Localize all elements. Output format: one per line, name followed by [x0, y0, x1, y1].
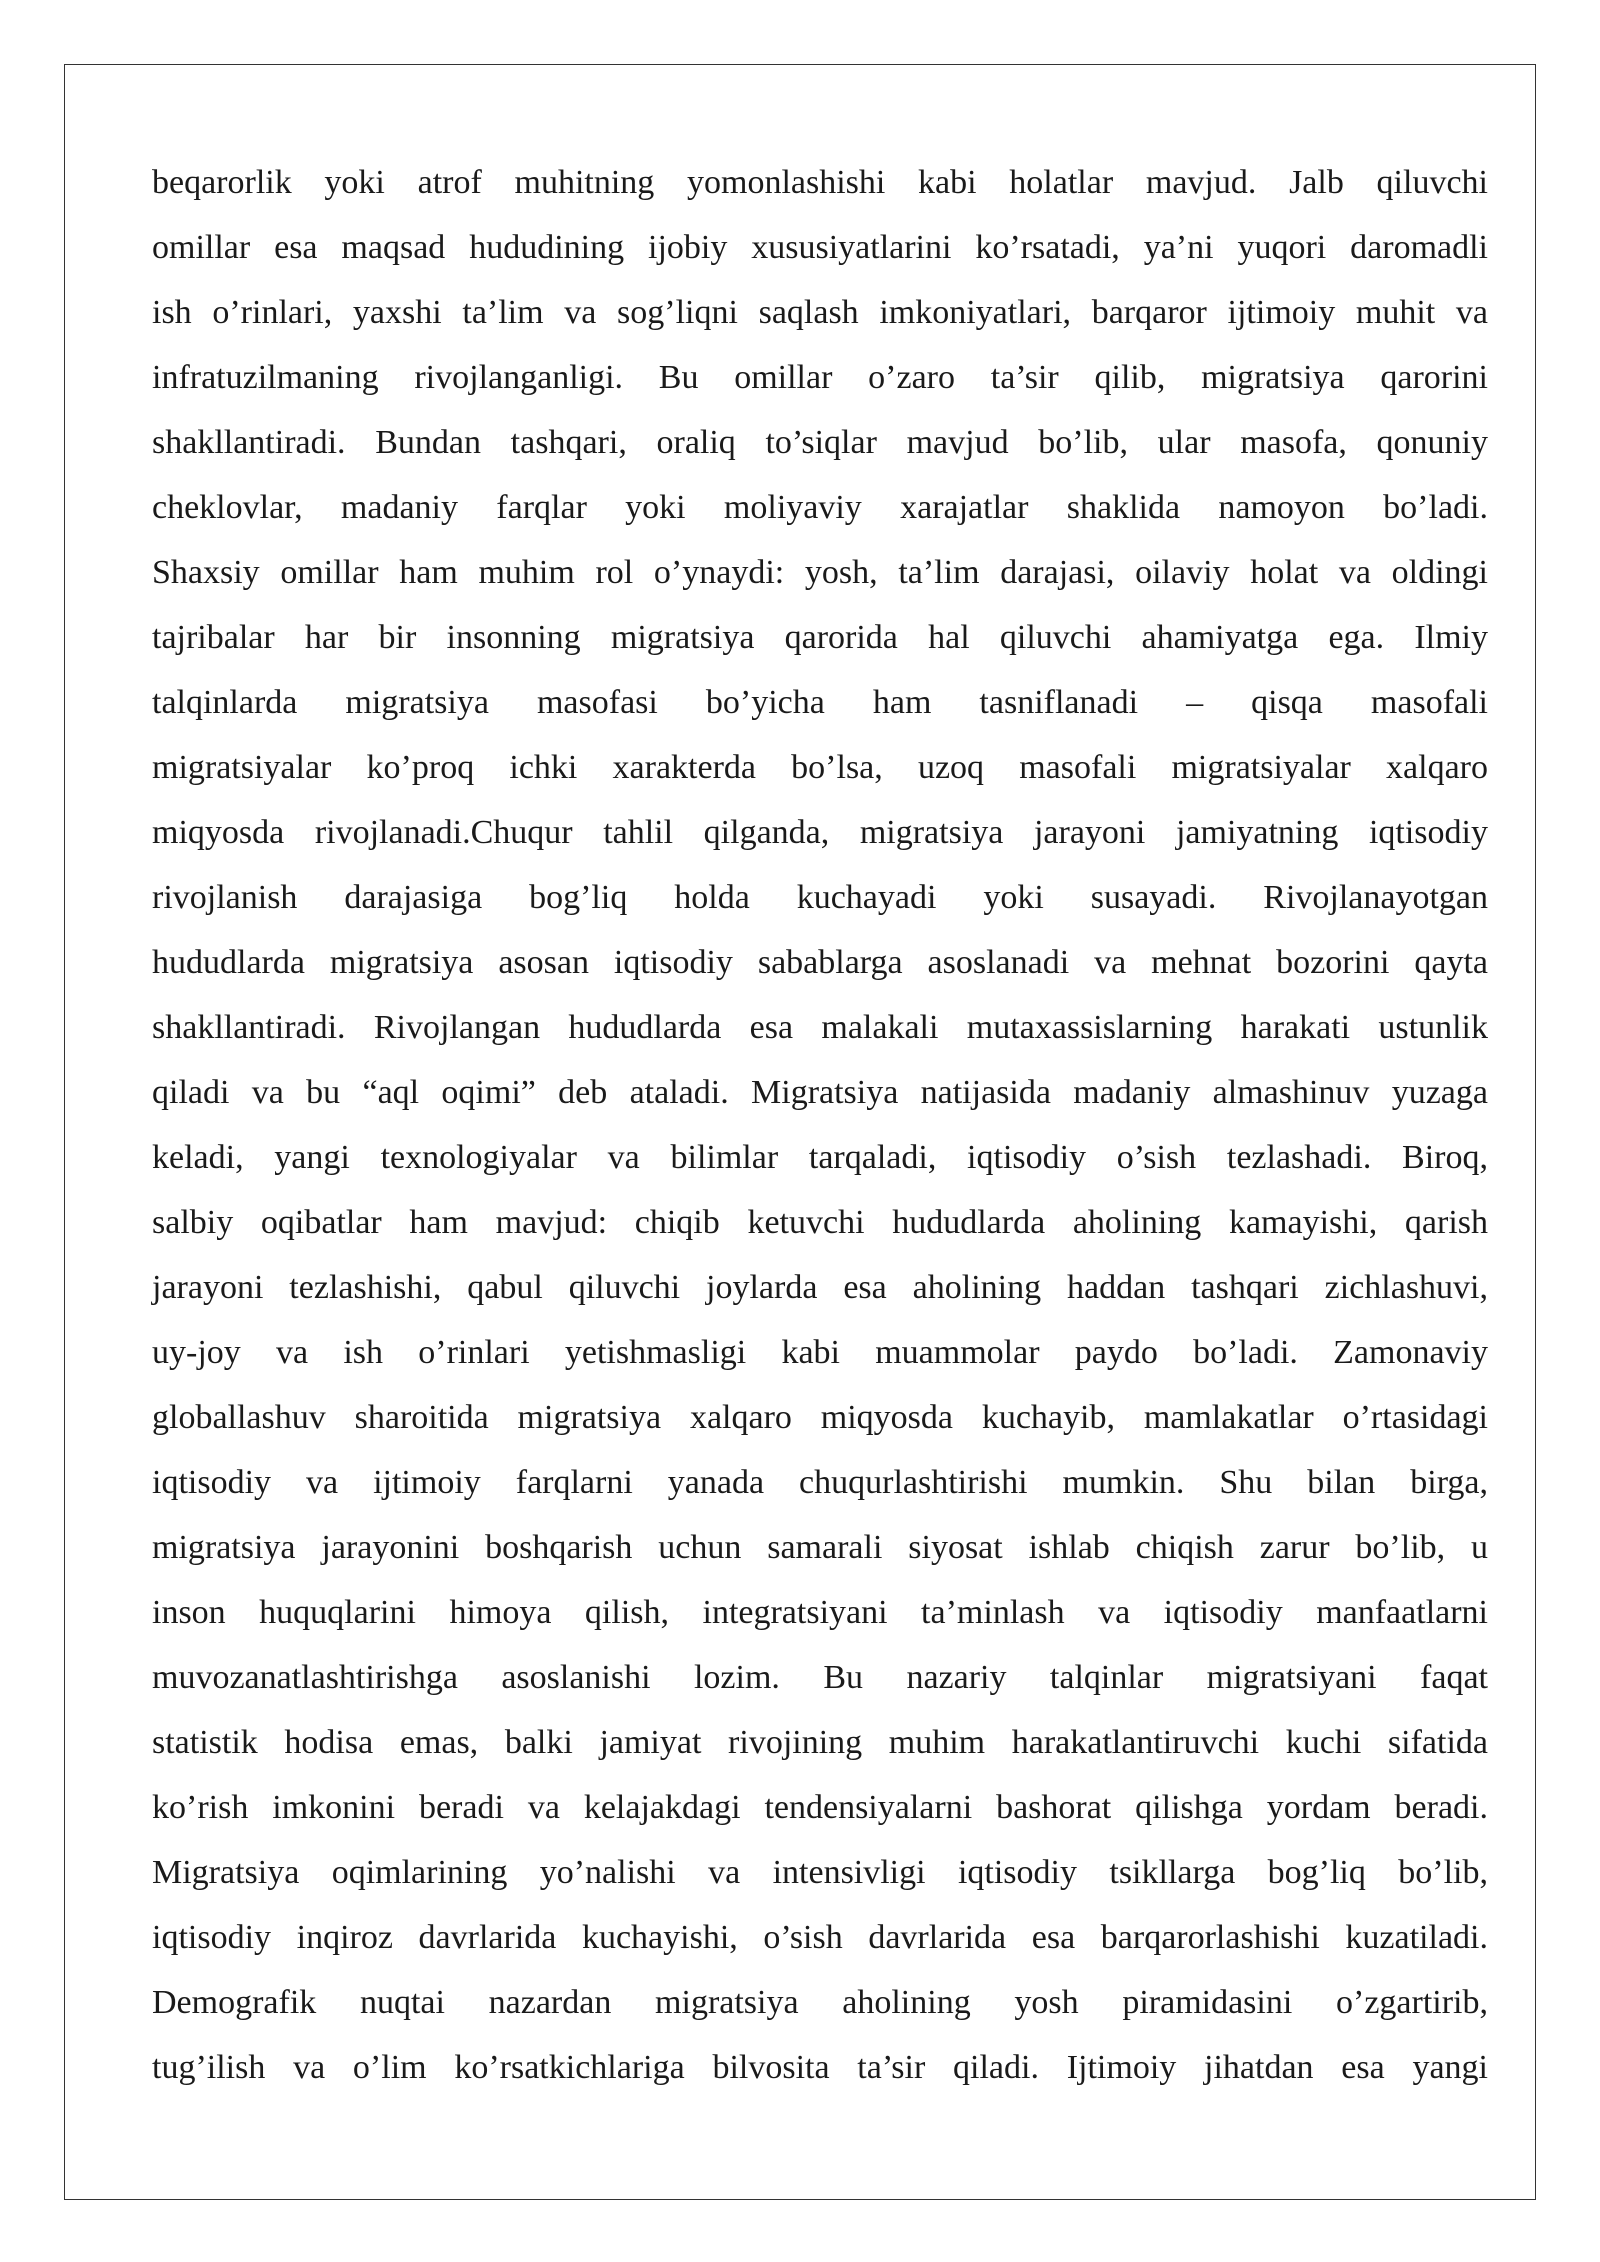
text-line: infratuzilmaning rivojlanganligi. Bu omillar o’zaro ta’sir qilib, migratsiya qarorini: [152, 359, 1488, 396]
text-line: iqtisodiy va ijtimoiy farqlarni yanada chuqurlashtirishi mumkin. Shu bilan birga,: [152, 1464, 1488, 1501]
text-line: uy-joy va ish o’rinlari yetishmasligi kabi muammolar paydo bo’ladi. Zamonaviy: [152, 1334, 1488, 1371]
text-line: talqinlarda migratsiya masofasi bo’yicha ham tasniflanadi – qisqa masofali: [152, 684, 1488, 721]
body-paragraph: [152, 150, 1488, 2100]
text-line: tug’ilish va o’lim ko’rsatkichlariga bilvosita ta’sir qiladi. Ijtimoiy jihatdan esa yangi: [152, 2049, 1488, 2086]
text-line: Shaxsiy omillar ham muhim rol o’ynaydi: yosh, ta’lim darajasi, oilaviy holat va oldingi: [152, 554, 1488, 591]
text-line: tajribalar har bir insonning migratsiya qarorida hal qiluvchi ahamiyatga ega. Ilmiy: [152, 619, 1488, 656]
text-line: miqyosda rivojlanadi.Chuqur tahlil qilganda, migratsiya jarayoni jamiyatning iqtisodiy: [152, 814, 1488, 851]
text-line: cheklovlar, madaniy farqlar yoki moliyaviy xarajatlar shaklida namoyon bo’ladi.: [152, 489, 1488, 526]
text-line: shakllantiradi. Bundan tashqari, oraliq to’siqlar mavjud bo’lib, ular masofa, qonuniy: [152, 424, 1488, 461]
text-line: hududlarda migratsiya asosan iqtisodiy sabablarga asoslanadi va mehnat bozorini qayta: [152, 944, 1488, 981]
text-line: iqtisodiy inqiroz davrlarida kuchayishi, o’sish davrlarida esa barqarorlashishi kuzatiladi.: [152, 1919, 1488, 1956]
text-line: inson huquqlarini himoya qilish, integratsiyani ta’minlash va iqtisodiy manfaatlarni: [152, 1594, 1488, 1631]
text-line: beqarorlik yoki atrof muhitning yomonlashishi kabi holatlar mavjud. Jalb qiluvchi: [152, 164, 1488, 201]
text-line: rivojlanish darajasiga bog’liq holda kuchayadi yoki susayadi. Rivojlanayotgan: [152, 879, 1488, 916]
text-line: migratsiya jarayonini boshqarish uchun samarali siyosat ishlab chiqish zarur bo’lib, u: [152, 1529, 1488, 1566]
text-line: Migratsiya oqimlarining yo’nalishi va intensivligi iqtisodiy tsikllarga bog’liq bo’lib,: [152, 1854, 1488, 1891]
text-line: ko’rish imkonini beradi va kelajakdagi tendensiyalarni bashorat qilishga yordam beradi.: [152, 1789, 1488, 1826]
text-line: Demografik nuqtai nazardan migratsiya aholining yosh piramidasini o’zgartirib,: [152, 1984, 1488, 2021]
text-line: globallashuv sharoitida migratsiya xalqaro miqyosda kuchayib, mamlakatlar o’rtasidagi: [152, 1399, 1488, 1436]
text-line: muvozanatlashtirishga asoslanishi lozim. Bu nazariy talqinlar migratsiyani faqat: [152, 1659, 1488, 1696]
text-line: jarayoni tezlashishi, qabul qiluvchi joylarda esa aholining haddan tashqari zichlashuvi,: [152, 1269, 1488, 1306]
text-line: statistik hodisa emas, balki jamiyat rivojining muhim harakatlantiruvchi kuchi sifatida: [152, 1724, 1488, 1761]
text-line: ish o’rinlari, yaxshi ta’lim va sog’liqni saqlash imkoniyatlari, barqaror ijtimoiy muhit va: [152, 294, 1488, 331]
text-line: qiladi va bu “aql oqimi” deb ataladi. Migratsiya natijasida madaniy almashinuv yuzaga: [152, 1074, 1488, 1111]
text-line: migratsiyalar ko’proq ichki xarakterda bo’lsa, uzoq masofali migratsiyalar xalqaro: [152, 749, 1488, 786]
text-line: shakllantiradi. Rivojlangan hududlarda esa malakali mutaxassislarning harakati ustunlik: [152, 1009, 1488, 1046]
text-line: salbiy oqibatlar ham mavjud: chiqib ketuvchi hududlarda aholining kamayishi, qarish: [152, 1204, 1488, 1241]
text-line: omillar esa maqsad hududining ijobiy xususiyatlarini ko’rsatadi, ya’ni yuqori daromadli: [152, 229, 1488, 266]
text-line: keladi, yangi texnologiyalar va bilimlar tarqaladi, iqtisodiy o’sish tezlashadi. Biroq,: [152, 1139, 1488, 1176]
